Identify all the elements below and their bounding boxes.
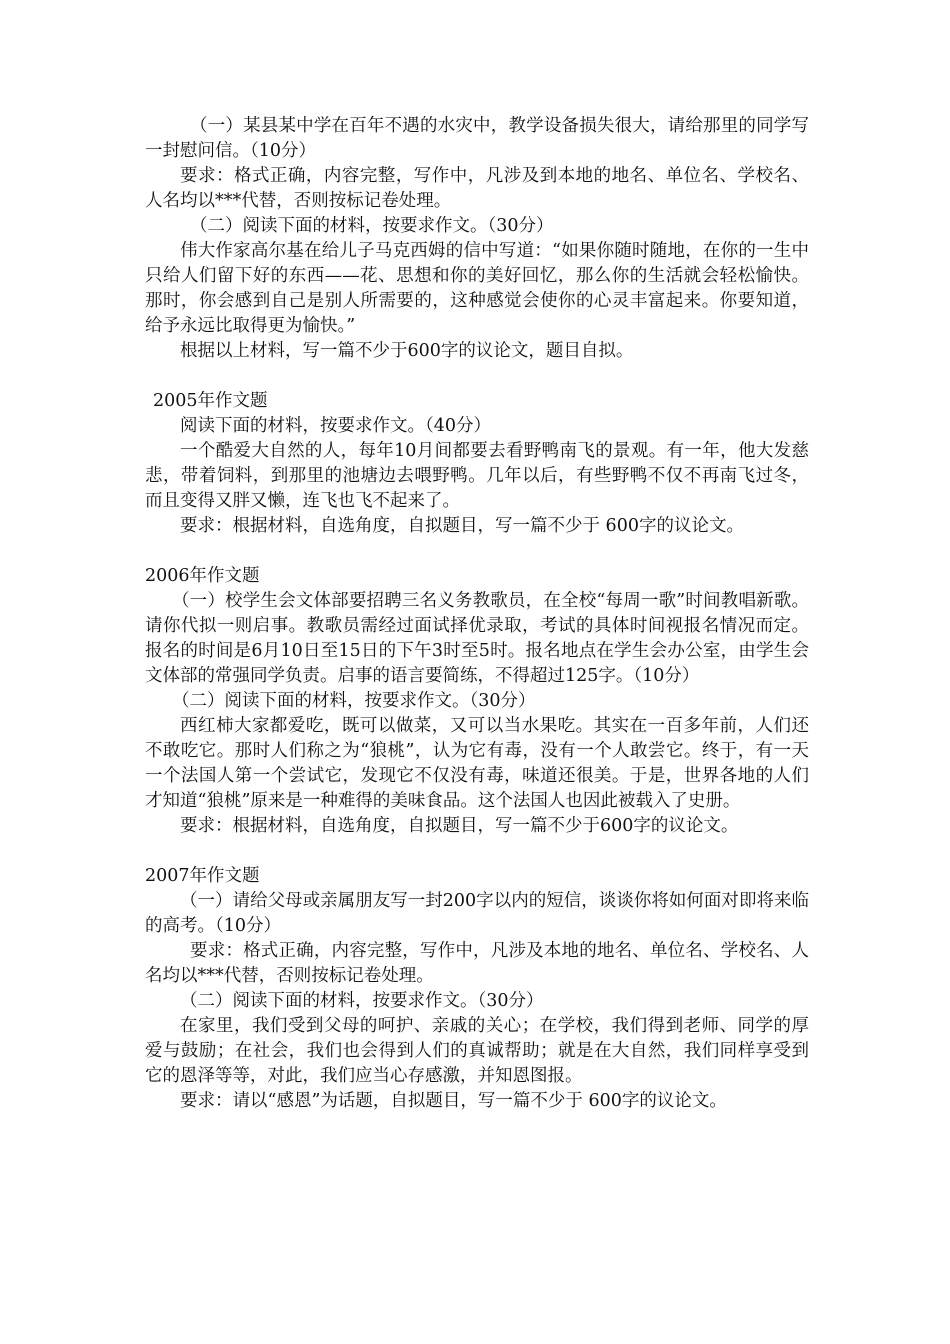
task-2006-2-prompt: （二）阅读下面的材料，按要求作文。（30分） bbox=[172, 691, 536, 711]
task-2007-2-prompt: （二）阅读下面的材料，按要求作文。（30分） bbox=[180, 991, 544, 1011]
task-2006-1-prompt: （一）校学生会文体部要招聘三名义务教歌员，在全校“每周一歌”时间教唱新歌。请你代拟一则启事。教歌员需经过面试择优录取，考试的具体时间视报名情况而定。报名的时间是6月10日至15日的下午3时至5时。报名地点在学生会办公室，由学生会文体部的常强同学负责。启事的语言要简练，不得超过125字。（10分） bbox=[145, 591, 809, 686]
spacer bbox=[145, 539, 809, 564]
section-heading-2007: 2007年作文题 bbox=[145, 866, 260, 886]
task-2005-material: 一个酷爱大自然的人，每年10月间都要去看野鸭南飞的景观。有一年，他大发慈悲，带着饲料，到那里的池塘边去喂野鸭。几年以后，有些野鸭不仅不再南飞过冬，而且变得又胖又懒，连飞也飞不起来了。 bbox=[145, 441, 809, 511]
task-2-material: 伟大作家高尔基在给儿子马克西姆的信中写道：“如果你随时随地，在你的一生中只给人们留下好的东西——花、思想和你的美好回忆，那么你的生活就会轻松愉快。那时，你会感到自己是别人所需要的，这种感觉会使你的心灵丰富起来。你要知道，给予永远比取得更为愉快。” bbox=[145, 241, 809, 336]
task-2005-prompt: 阅读下面的材料，按要求作文。（40分） bbox=[180, 416, 492, 436]
task-2006-2-material: 西红柿大家都爱吃，既可以做菜，又可以当水果吃。其实在一百多年前，人们还不敢吃它。那时人们称之为“狼桃”，认为它有毒，没有一个人敢尝它。终于，有一天一个法国人第一个尝试它，发现它不仅没有毒，味道还很美。于是，世界各地的人们才知道“狼桃”原来是一种难得的美味食品。这个法国人也因此被载入了史册。 bbox=[145, 716, 809, 811]
task-2006-2-requirement: 要求：根据材料，自选角度，自拟题目，写一篇不少于600字的议论文。 bbox=[180, 816, 739, 836]
spacer bbox=[145, 839, 809, 864]
task-1-prompt: （一）某县某中学在百年不遇的水灾中，教学设备损失很大，请给那里的同学写一封慰问信。（10分） bbox=[145, 116, 809, 161]
section-heading-2006: 2006年作文题 bbox=[145, 566, 260, 586]
task-1-requirement: 要求：格式正确，内容完整，写作中，凡涉及到本地的地名、单位名、学校名、人名均以***代替，否则按标记卷处理。 bbox=[145, 166, 809, 211]
task-2-requirement: 根据以上材料，写一篇不少于600字的议论文，题目自拟。 bbox=[180, 341, 634, 361]
task-2005-requirement: 要求：根据材料，自选角度，自拟题目，写一篇不少于 600字的议论文。 bbox=[180, 516, 744, 536]
document-body bbox=[145, 114, 809, 1114]
section-heading-2005: 2005年作文题 bbox=[153, 391, 268, 411]
task-2007-2-material: 在家里，我们受到父母的呵护、亲戚的关心；在学校，我们得到老师、同学的厚爱与鼓励；在社会，我们也会得到人们的真诚帮助；就是在大自然，我们同样享受到它的恩泽等等，对此，我们应当心存感激，并知恩图报。 bbox=[145, 1016, 809, 1086]
task-2-prompt: （二）阅读下面的材料，按要求作文。（30分） bbox=[190, 216, 554, 236]
task-2007-2-requirement: 要求：请以“感恩”为话题，自拟题目，写一篇不少于 600字的议论文。 bbox=[180, 1091, 727, 1111]
task-2007-1-requirement: 要求：格式正确，内容完整，写作中，凡涉及本地的地名、单位名、学校名、人名均以***代替，否则按标记卷处理。 bbox=[145, 941, 809, 986]
spacer bbox=[145, 364, 809, 389]
task-2007-1-prompt: （一）请给父母或亲属朋友写一封200字以内的短信，谈谈你将如何面对即将来临的高考。（10分） bbox=[145, 891, 809, 936]
